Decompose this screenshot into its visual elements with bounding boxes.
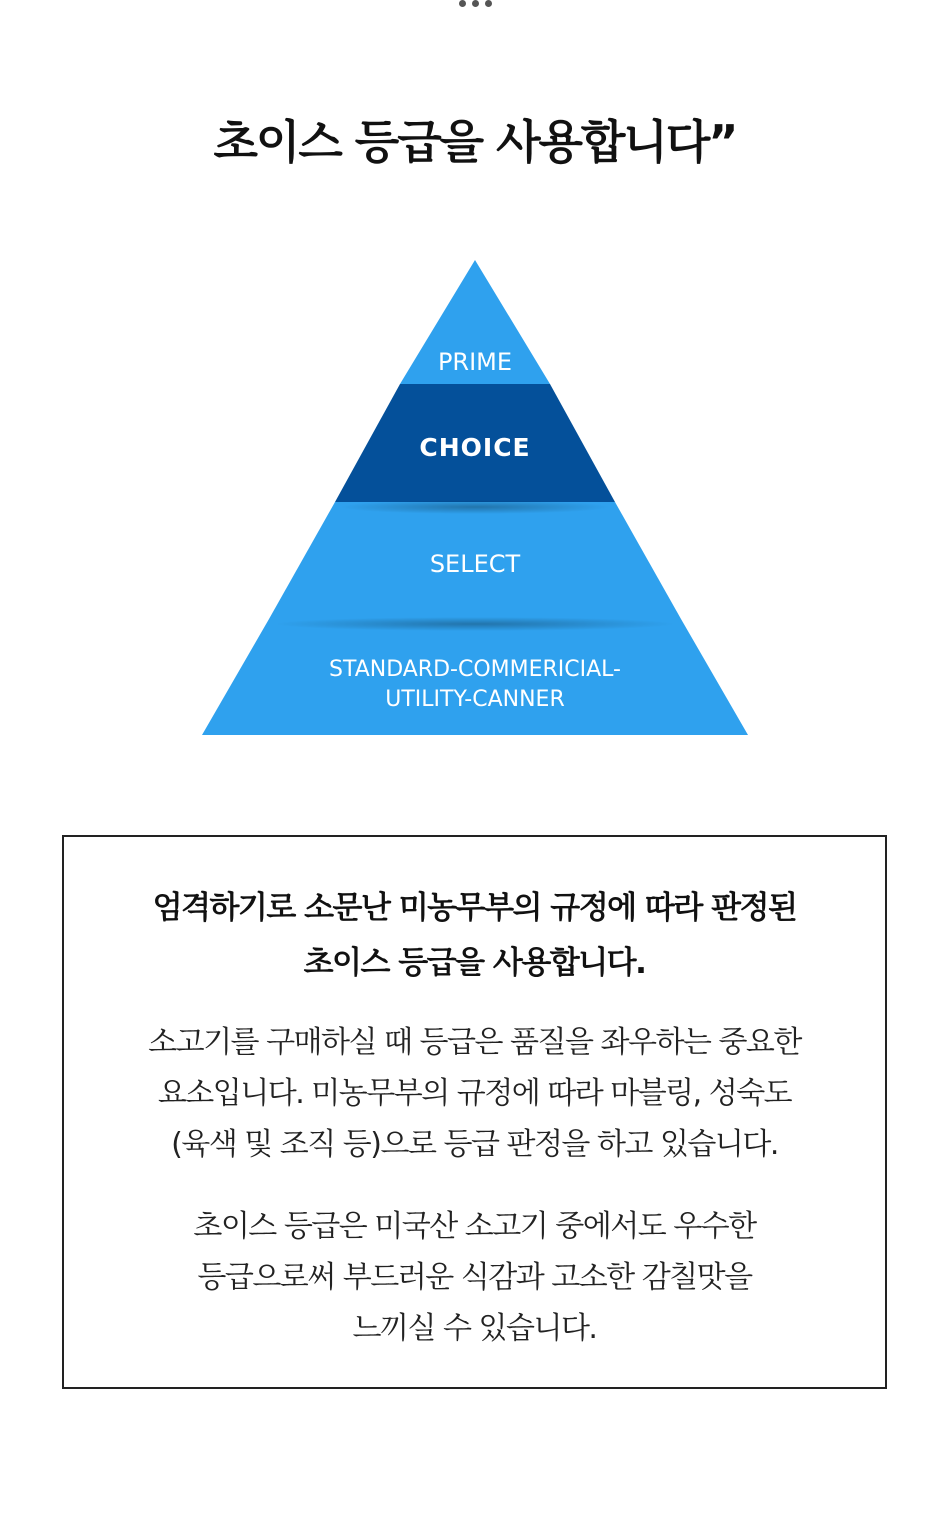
dot	[472, 0, 479, 7]
dot	[459, 0, 466, 7]
grade-label-standard: UTILITY-CANNER	[385, 687, 565, 712]
more-horizontal-icon[interactable]	[0, 0, 950, 14]
info-paragraph-line: 초이스 등급은 미국산 소고기 중에서도 우수한	[193, 1209, 756, 1244]
info-heading	[64, 881, 885, 991]
tier-divider-shadow	[340, 500, 610, 514]
grade-label-standard: STANDARD-COMMERICIAL-	[329, 657, 621, 682]
info-heading-line: 엄격하기로 소문난 미농무부의 규정에 따라 판정된	[152, 890, 797, 926]
info-paragraph-line: 소고기를 구매하실 때 등급은 품질을 좌우하는 중요한	[148, 1025, 801, 1060]
grade-label-prime: PRIME	[437, 348, 513, 376]
info-paragraph-line: 느끼실 수 있습니다.	[352, 1311, 597, 1346]
info-heading-line: 초이스 등급을 사용합니다.	[303, 945, 646, 981]
dot	[485, 0, 492, 7]
info-paragraph-line: 요소입니다. 미농무부의 규정에 따라 마블링, 성숙도	[157, 1076, 792, 1111]
page-title: 초이스 등급을 사용합니다”	[213, 115, 737, 169]
info-paragraph-2	[64, 1201, 885, 1354]
info-paragraph-1	[64, 1017, 885, 1170]
info-paragraph-line: 등급으로써 부드러운 식감과 고소한 감칠맛을	[197, 1260, 752, 1295]
grade-label-choice: CHOICE	[419, 433, 531, 462]
grade-info-box	[62, 835, 887, 1389]
info-paragraph-line: (육색 및 조직 등)으로 등급 판정을 하고 있습니다.	[171, 1127, 778, 1162]
tier-divider-shadow	[275, 617, 675, 631]
grade-label-select: SELECT	[429, 550, 521, 578]
grade-pyramid	[200, 260, 750, 736]
